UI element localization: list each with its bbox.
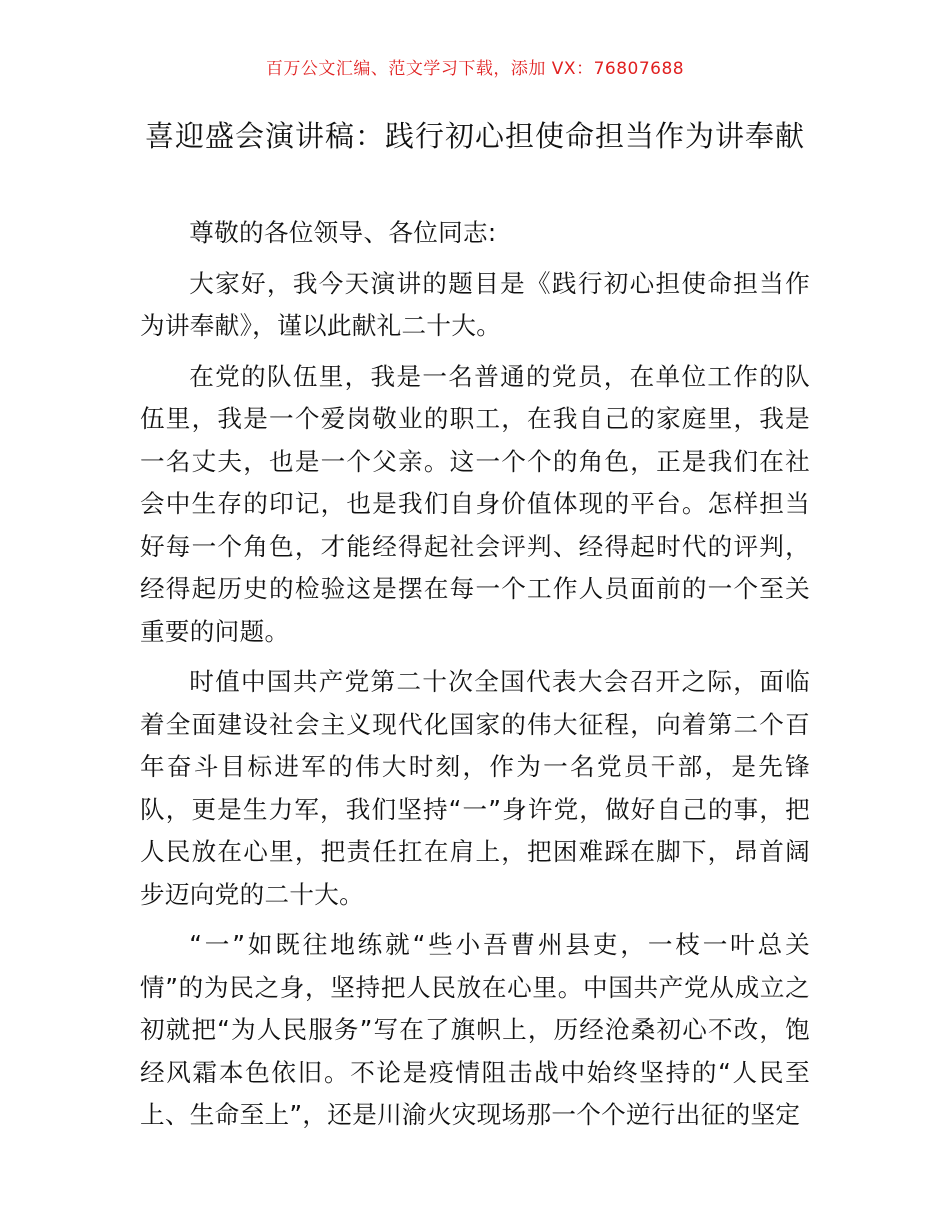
body-paragraph: “一”如既往地练就“些小吾曹州县吏，一枝一叶总关情”的为民之身，坚持把人民放在心里。中国共产党从成立之初就把“为人民服务”写在了旗帜上，历经沧桑初心不改，饱经风霜本色依旧。不论是疫情阻击战中始终坚持的“人民至上、生命至上”，还是川渝火灾现场那一个个逆行出征的坚定 (140, 930, 810, 1129)
body-paragraph: 时值中国共产党第二十次全国代表大会召开之际，面临着全面建设社会主义现代化国家的伟大征程，向着第二个百年奋斗目标进军的伟大时刻，作为一名党员干部，是先锋队，更是生力军，我们坚持“一”身许党，做好自己的事，把人民放在心里，把责任扛在肩上，把困难踩在脚下，昂首阔步迈向党的二十大。 (140, 667, 810, 909)
body-paragraph: 在党的队伍里，我是一名普通的党员，在单位工作的队伍里，我是一个爱岗敬业的职工，在我自己的家庭里，我是一名丈夫，也是一个父亲。这一个个的角色，正是我们在社会中生存的印记，也是我们自身价值体现的平台。怎样担当好每一个角色，才能经得起社会评判、经得起时代的评判，经得起历史的检验这是摆在每一个工作人员面前的一个至关重要的问题。 (140, 361, 810, 646)
salutation-paragraph: 尊敬的各位领导、各位同志: (189, 218, 497, 247)
page-title: 喜迎盛会演讲稿：践行初心担使命担当作为讲奉献 (144, 119, 805, 153)
header-watermark-note: 百万公文汇编、范文学习下载，添加 VX：76807688 (265, 59, 685, 79)
document-body (140, 212, 810, 1145)
body-paragraph: 大家好，我今天演讲的题目是《践行初心担使命担当作为讲奉献》，谨以此献礼二十大。 (140, 268, 810, 340)
